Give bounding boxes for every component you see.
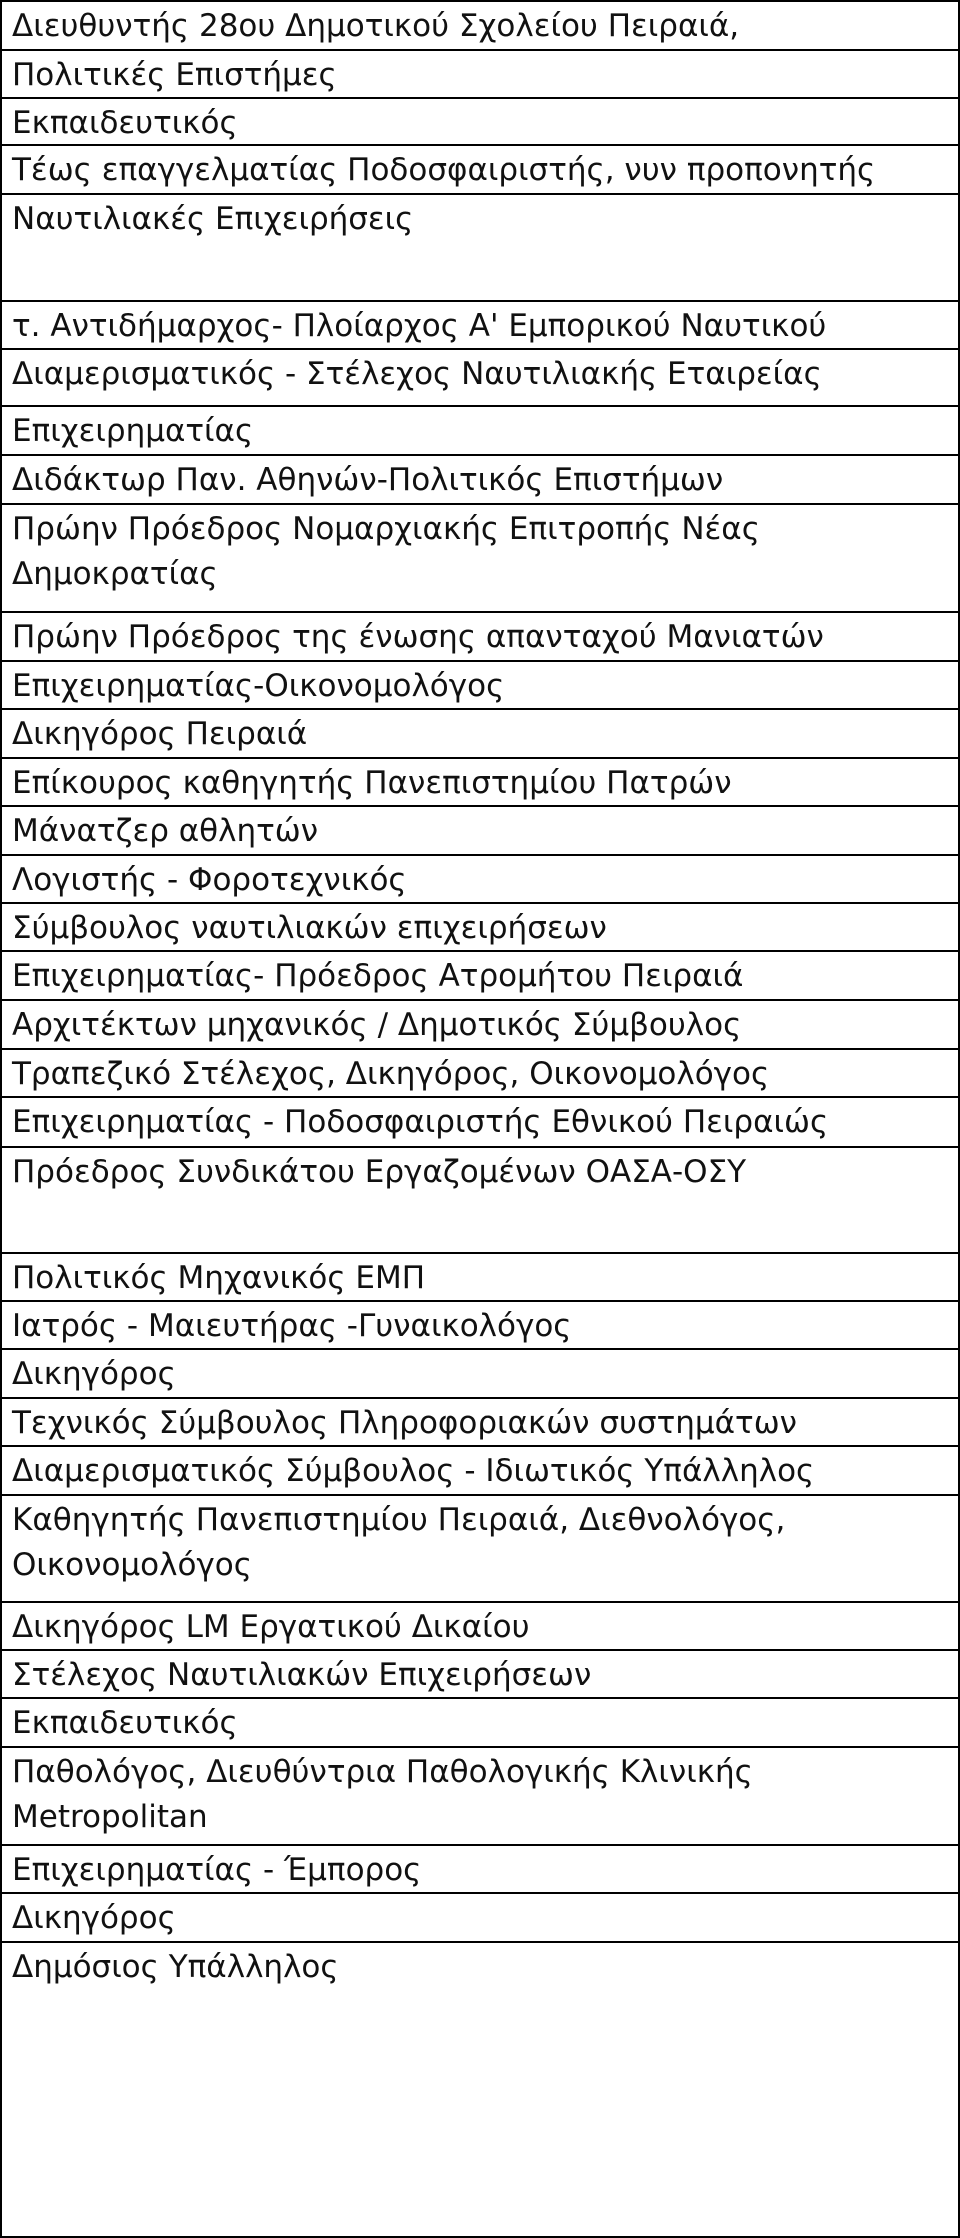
table-row bbox=[2, 1603, 958, 1651]
table-row bbox=[2, 1350, 958, 1399]
cell-text: Επιχειρηματίας bbox=[12, 413, 254, 449]
cell-text: Διευθυντής 28ου Δημοτικού Σχολείου Πειραιά, bbox=[12, 8, 740, 44]
cell-text: Λογιστής - Φοροτεχνικός bbox=[12, 862, 407, 898]
table-row bbox=[2, 51, 958, 99]
table-row bbox=[2, 1050, 958, 1098]
table-row bbox=[2, 99, 958, 146]
cell-text: Πρώην Πρόεδρος της ένωσης απανταχού Μανιατών bbox=[12, 619, 824, 655]
cell-text: Metropolitan bbox=[12, 1799, 208, 1835]
cell-text: Στέλεχος Ναυτιλιακών Επιχειρήσεων bbox=[12, 1657, 592, 1693]
cell-text: Τεχνικός Σύμβουλος Πληροφοριακών συστημάτων bbox=[12, 1405, 797, 1441]
table-row bbox=[2, 1254, 958, 1302]
cell-text: Δικηγόρος bbox=[12, 1356, 176, 1392]
table-row bbox=[2, 1748, 958, 1846]
cell-text: Πολιτικές Επιστήμες bbox=[12, 57, 337, 93]
cell-text: Οικονομολόγος bbox=[12, 1547, 252, 1583]
table-row bbox=[2, 350, 958, 407]
table-row bbox=[2, 1699, 958, 1748]
cell-text: Επιχειρηματίας - Ποδοσφαιριστής Εθνικού Πειραιώς bbox=[12, 1104, 829, 1140]
table-row bbox=[2, 904, 958, 952]
cell-text: Διαμερισματικός - Στέλεχος Ναυτιλιακής Εταιρείας bbox=[12, 356, 822, 392]
table-row bbox=[2, 1001, 958, 1050]
cell-text: Εκπαιδευτικός bbox=[12, 105, 238, 141]
table-row bbox=[2, 807, 958, 856]
table-row bbox=[2, 505, 958, 613]
cell-text: Ιατρός - Μαιευτήρας -Γυναικολόγος bbox=[12, 1308, 572, 1344]
cell-text: Παθολόγος, Διευθύντρια Παθολογικής Κλινικής bbox=[12, 1754, 753, 1790]
cell-text: Επιχειρηματίας - Έμπορος bbox=[12, 1852, 422, 1888]
table-row bbox=[2, 1651, 958, 1699]
table-row bbox=[2, 952, 958, 1001]
cell-text: Διαμερισματικός Σύμβουλος - Ιδιωτικός Υπάλληλος bbox=[12, 1453, 815, 1489]
table-row bbox=[2, 302, 958, 350]
cell-text: Διδάκτωρ Παν. Αθηνών-Πολιτικός Επιστήμων bbox=[12, 462, 724, 498]
table-row bbox=[2, 710, 958, 759]
cell-text: Καθηγητής Πανεπιστημίου Πειραιά, Διεθνολόγος, bbox=[12, 1502, 786, 1538]
cell-text: Αρχιτέκτων μηχανικός / Δημοτικός Σύμβουλος bbox=[12, 1007, 742, 1043]
cell-text: Επιχειρηματίας- Πρόεδρος Ατρομήτου Πειραιά bbox=[12, 958, 744, 994]
cell-text: Σύμβουλος ναυτιλιακών επιχειρήσεων bbox=[12, 910, 607, 946]
cell-text: Επιχειρηματίας-Οικονομολόγος bbox=[12, 668, 505, 704]
table-row bbox=[2, 856, 958, 904]
table-row bbox=[2, 1846, 958, 1894]
table-row bbox=[2, 662, 958, 710]
cell-text: Δημόσιος Υπάλληλος bbox=[12, 1949, 339, 1985]
cell-text: Δικηγόρος bbox=[12, 1900, 176, 1936]
table-row bbox=[2, 407, 958, 456]
table-row bbox=[2, 1302, 958, 1350]
table-row bbox=[2, 1943, 958, 1996]
table-row bbox=[2, 759, 958, 807]
table-row bbox=[2, 1399, 958, 1447]
cell-text: Δικηγόρος LM Εργατικού Δικαίου bbox=[12, 1609, 530, 1645]
cell-text: Πρώην Πρόεδρος Νομαρχιακής Επιτροπής Νέας bbox=[12, 511, 760, 547]
cell-text: Δικηγόρος Πειραιά bbox=[12, 716, 308, 752]
cell-text: Επίκουρος καθηγητής Πανεπιστημίου Πατρών bbox=[12, 765, 732, 801]
cell-text: Μάνατζερ αθλητών bbox=[12, 813, 319, 849]
table-row bbox=[2, 456, 958, 505]
table-row bbox=[2, 195, 958, 302]
cell-text: Ναυτιλιακές Επιχειρήσεις bbox=[12, 201, 414, 237]
table-row bbox=[2, 613, 958, 662]
table-row bbox=[2, 2, 958, 51]
table-row bbox=[2, 1894, 958, 1943]
cell-text: Πρόεδρος Συνδικάτου Εργαζομένων ΟΑΣΑ-ΟΣΥ bbox=[12, 1154, 747, 1190]
table-row bbox=[2, 1496, 958, 1603]
cell-text: Πολιτικός Μηχανικός ΕΜΠ bbox=[12, 1260, 426, 1296]
table-row bbox=[2, 146, 958, 195]
table-row bbox=[2, 1098, 958, 1148]
cell-text: Δημοκρατίας bbox=[12, 556, 218, 592]
table-row bbox=[2, 1447, 958, 1496]
cell-text: Τραπεζικό Στέλεχος, Δικηγόρος, Οικονομολόγος bbox=[12, 1056, 770, 1092]
cell-text: τ. Αντιδήμαρχος- Πλοίαρχος Α' Εμπορικού Ναυτικού bbox=[12, 308, 827, 344]
cell-text: Τέως επαγγελματίας Ποδοσφαιριστής, νυν προπονητής bbox=[12, 152, 876, 188]
table-row bbox=[2, 1148, 958, 1254]
cell-text: Εκπαιδευτικός bbox=[12, 1705, 238, 1741]
